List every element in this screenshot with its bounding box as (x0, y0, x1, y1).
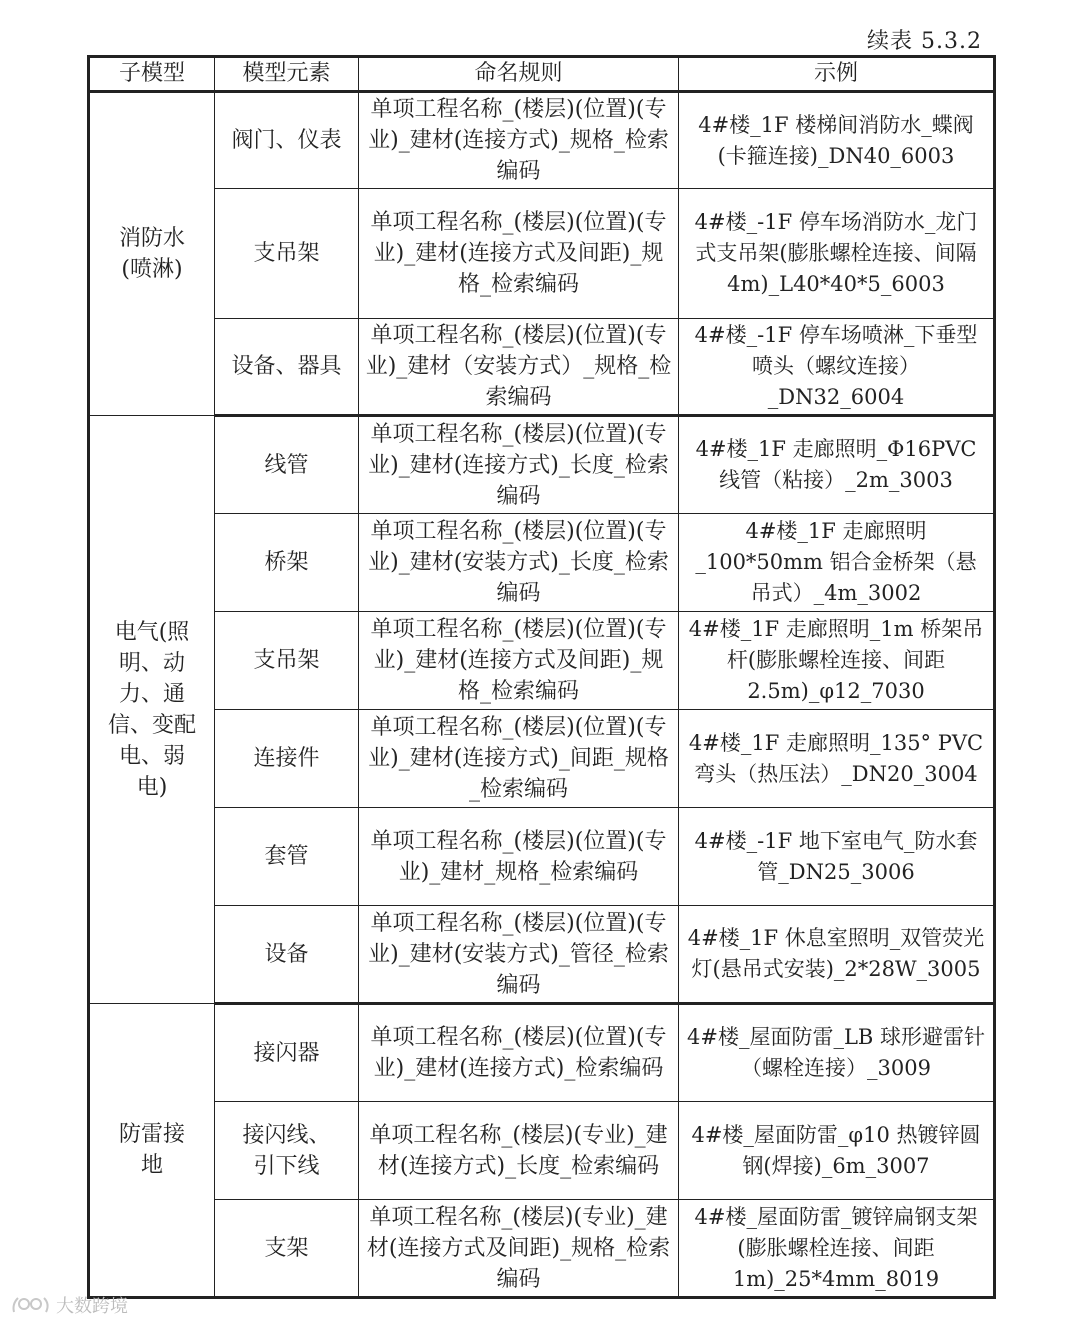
element-cell: 接闪器 (215, 1004, 359, 1102)
table-row (89, 416, 995, 514)
rule-cell: 单项工程名称_(楼层)(位置)(专业)_建材(连接方式及间距)_规格_检索编码 (359, 612, 679, 710)
rule-cell: 单项工程名称_(楼层)(位置)(专业)_建材（安装方式）_规格_检索编码 (359, 319, 679, 416)
table-row (89, 92, 995, 189)
submodel-cell: 消防水(喷淋) (89, 92, 215, 416)
element-cell: 设备 (215, 906, 359, 1004)
table-caption: 续表 5.3.2 (867, 29, 982, 54)
rule-cell: 单项工程名称_(楼层)(专业)_建材(连接方式及间距)_规格_检索编码 (359, 1200, 679, 1298)
example-cell: 4#楼_1F 休息室照明_双管荧光灯(悬吊式安装)_2*28W_3005 (679, 906, 995, 1004)
watermark-text: 大数跨境 (56, 1296, 128, 1317)
example-cell: 4#楼_1F 走廊照明_1m 桥架吊杆(膨胀螺栓连接、间距2.5m)_φ12_7030 (679, 612, 995, 710)
rule-cell: 单项工程名称_(楼层)(位置)(专业)_建材(安装方式)_管径_检索编码 (359, 906, 679, 1004)
element-cell: 支吊架 (215, 189, 359, 319)
example-cell: 4#楼_屋面防雷_φ10 热镀锌圆钢(焊接)_6m_3007 (679, 1102, 995, 1200)
table-row (89, 514, 995, 612)
table-row (89, 189, 995, 319)
example-cell: 4#楼_1F 走廊照明_100*50mm 铝合金桥架（悬吊式）_4m_3002 (679, 514, 995, 612)
element-cell: 支架 (215, 1200, 359, 1298)
rule-cell: 单项工程名称_(楼层)(位置)(专业)_建材(连接方式)_长度_检索编码 (359, 416, 679, 514)
submodel-cell: 电气(照明、动力、通信、变配电、弱电) (89, 416, 215, 1004)
table-row (89, 1200, 995, 1298)
rule-cell: 单项工程名称_(楼层)(位置)(专业)_建材(连接方式)_规格_检索编码 (359, 92, 679, 189)
element-cell: 桥架 (215, 514, 359, 612)
example-cell: 4#楼_1F 走廊照明_Φ16PVC 线管（粘接）_2m_3003 (679, 416, 995, 514)
watermark-logo-icon (10, 1294, 52, 1316)
table-row (89, 612, 995, 710)
naming-rules-table (87, 55, 996, 1299)
element-cell: 阀门、仪表 (215, 92, 359, 189)
element-cell: 支吊架 (215, 612, 359, 710)
example-cell: 4#楼_屋面防雷_LB 球形避雷针（螺栓连接）_3009 (679, 1004, 995, 1102)
header-rule: 命名规则 (359, 57, 679, 92)
rule-cell: 单项工程名称_(楼层)(专业)_建材(连接方式)_长度_检索编码 (359, 1102, 679, 1200)
header-element: 模型元素 (215, 57, 359, 92)
header-row (89, 57, 995, 92)
example-cell: 4#楼_-1F 地下室电气_防水套管_DN25_3006 (679, 808, 995, 906)
element-cell: 线管 (215, 416, 359, 514)
table-row (89, 1102, 995, 1200)
element-cell: 接闪线、引下线 (215, 1102, 359, 1200)
table-row (89, 808, 995, 906)
rule-cell: 单项工程名称_(楼层)(位置)(专业)_建材_规格_检索编码 (359, 808, 679, 906)
table-row (89, 710, 995, 808)
rule-cell: 单项工程名称_(楼层)(位置)(专业)_建材(安装方式)_长度_检索编码 (359, 514, 679, 612)
header-submodel: 子模型 (89, 57, 215, 92)
rule-cell: 单项工程名称_(楼层)(位置)(专业)_建材(连接方式)_间距_规格_检索编码 (359, 710, 679, 808)
element-cell: 套管 (215, 808, 359, 906)
element-cell: 设备、器具 (215, 319, 359, 416)
submodel-cell: 防雷接地 (89, 1004, 215, 1298)
rule-cell: 单项工程名称_(楼层)(位置)(专业)_建材(连接方式)_检索编码 (359, 1004, 679, 1102)
table-row (89, 319, 995, 416)
example-cell: 4#楼_-1F 停车场喷淋_下垂型喷头（螺纹连接）_DN32_6004 (679, 319, 995, 416)
table-row (89, 906, 995, 1004)
rule-cell: 单项工程名称_(楼层)(位置)(专业)_建材(连接方式及间距)_规格_检索编码 (359, 189, 679, 319)
table-row (89, 1004, 995, 1102)
watermark (10, 1292, 128, 1318)
example-cell: 4#楼_-1F 停车场消防水_龙门式支吊架(膨胀螺栓连接、间隔4m)_L40*40*5_6003 (679, 189, 995, 319)
header-example: 示例 (679, 57, 995, 92)
example-cell: 4#楼_1F 走廊照明_135° PVC 弯头（热压法）_DN20_3004 (679, 710, 995, 808)
example-cell: 4#楼_屋面防雷_镀锌扁钢支架(膨胀螺栓连接、间距1m)_25*4mm_8019 (679, 1200, 995, 1298)
element-cell: 连接件 (215, 710, 359, 808)
example-cell: 4#楼_1F 楼梯间消防水_蝶阀(卡箍连接)_DN40_6003 (679, 92, 995, 189)
